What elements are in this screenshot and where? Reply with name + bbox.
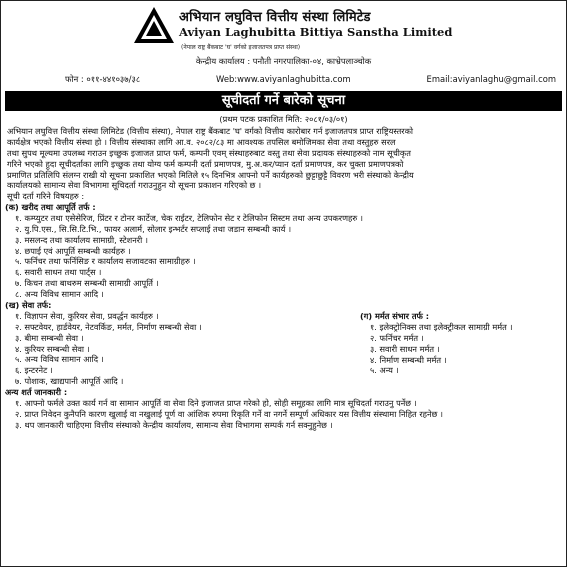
list-item: १. इलेक्ट्रोनिक्स तथा इलेक्ट्रीकल सामाग्री मर्मत । (370, 321, 513, 332)
publication-date: (प्रथम पटक प्रकाशित मिति: २०८१/०३/०१) (219, 114, 348, 124)
list-item: १. कम्प्युटर तथा एसेसेरिज, प्रिंटर र टोनर कार्टेज, चेक राईटर, टेलिफोन सेट र टेलिफोन सिस्टम तथा अन्य उपकरणहरु । (15, 212, 363, 223)
website-link[interactable]: Web:www.aviyanlaghubitta.com (216, 74, 351, 84)
note-item: ३. थप जानकारी चाहिएमा वित्तीय संस्थाको केन्द्रीय कार्यालय, सामान्य सेवा विभागमा सम्पर्क गर्न सक्नुहुनेछ । (15, 419, 333, 430)
intro-line: अभियान लघुवित्त वित्तीय संस्था लिमिटेड (वित्तीय संस्था), नेपाल राष्ट्र बैंकबाट 'घ' वर्गको वित्तीय कारोबार गर्न इजाजतपत्र प्राप्त राष्ट्रियस्तरको (7, 126, 414, 136)
email-link[interactable]: Email:aviyanlaghu@gmail.com (426, 74, 556, 84)
intro-line: कार्यालयको सामान्य सेवा विभागमा सूचिदर्ता गराउनुहुन यो सूचना प्रकाशन गरिएको छ । (7, 180, 262, 191)
section-a-heading: (क) खरीद तथा आपूर्ति तर्फ : (5, 202, 96, 212)
notice-body (5, 125, 562, 431)
intro-paragraph (5, 125, 562, 202)
list-item: २. यु.पि.एस., सि.सि.टि.भि., फायर अलार्म, सोलार इन्भर्टर सप्लाई तथा जडान सम्बन्धी कार्य । (15, 223, 292, 234)
list-item: २. सफ्टवेयर, हार्डवेयर, नेटवर्किङ, मर्मत, निर्माण सम्बन्धी सेवा । (15, 321, 202, 332)
office-address: केन्द्रीय कार्यालय : पनौती नगरपालिका-०४, काभ्रेपलाञ्चोक (195, 56, 372, 66)
org-name-english: Aviyan Laghubitta Bittiya Sanstha Limited (179, 25, 453, 39)
registration-note: (नेपाल राष्ट्र बैंकबाट 'घ' वर्गको इजाजतपत्र प्राप्त संस्था) (181, 44, 301, 51)
section-b-heading: (ख) सेवा तर्फ: (5, 300, 52, 311)
list-item: ३. बीमा सम्बन्धी सेवा । (15, 332, 84, 343)
intro-line: कार्यक्षेत्र भएको वित्तीय संस्था हो । वित्तीय संस्थाका लागि आ.व. २०८२/८३ मा आवश्यक तपसिल बमोजिमका सेवा तथा वस्तुहरु सरल (7, 136, 396, 147)
section-c (360, 300, 562, 387)
intro-line: गरिने भएको हुदा सूचीदर्ताका लागि इच्छुक तथा योग्य फर्म कम्पनी दर्ता प्रमाणपत्र, मु.अ.कर/प्यान दर्ता प्रमाणपत्र, कर चुक्ता प्रमाणपत्रको (7, 158, 404, 169)
list-item: १. विज्ञापन सेवा, कुरियर सेवा, प्रवर्द्धन कार्यहरु । (15, 310, 159, 321)
list-item: २. फर्निचर मर्मत । (370, 332, 424, 343)
org-name-nepali: अभियान लघुवित्त वित्तीय संस्था लिमिटेड (179, 10, 371, 25)
list-item: ५. अन्य विविध सामान आदि । (15, 354, 104, 365)
list-item: ७. किचन तथा बाथरुम सम्बन्धी सामाग्री आपूर्ति । (15, 278, 159, 289)
list-item: ४. निर्माण सम्बन्धी मर्मत । (370, 354, 447, 365)
list-item: ८. अन्य विविध सामान आदि । (15, 289, 104, 300)
subjects-heading: सूची दर्ता गरिने विषयहरु : (7, 191, 85, 202)
sections-b-c (5, 300, 562, 387)
intro-line: तथा सुपथ मूल्यमा उपलब्ध गराउन इच्छुक इजाजत प्राप्त फर्म, कम्पनी एवम् संस्थाहरुबाट वस्तु तथा सेवा प्रदायक संस्थाहरुको नाम सूचीकृत (7, 147, 411, 158)
contact-line (5, 74, 562, 85)
list-item: ६. सवारी साधन तथा पार्ट्स । (15, 267, 102, 278)
list-item: ४. छपाई एवं आपूर्ति सम्बन्धी कार्यहरु । (15, 245, 131, 256)
list-item: ६. इन्टरनेट । (15, 365, 53, 376)
notice-title: सूचीदर्ता गर्ने बारेको सूचना (5, 91, 562, 111)
list-item: ४. कुरियर सम्बन्धी सेवा । (15, 343, 90, 354)
list-item: ५. अन्य । (370, 365, 399, 376)
list-item: ५. फर्निचर तथा फर्निसिङ र कार्यालय सजावटका सामाग्रीहरु । (15, 256, 196, 267)
notes-heading: अन्य शर्त जानकारी : (5, 387, 68, 398)
list-item: ३. सवारी साधन मर्मत । (370, 343, 440, 354)
letterhead (5, 4, 562, 62)
list-item: ७. पोशाक, खाद्यपानी आपूर्ति आदि । (15, 376, 124, 387)
other-conditions (5, 387, 562, 431)
section-b (5, 300, 360, 387)
note-item: १. आफ्नो फर्मले उक्त कार्य गर्न वा सामान आपूर्ति वा सेवा दिने इजाजत प्राप्त गरेको हो, सोही समूहका लागि मात्र सूचिदर्ता गराउनु पर्नेछ । (15, 398, 417, 409)
list-item: ३. मसलन्द तथा कार्यालय सामाग्री, स्टेशनरी । (15, 234, 148, 245)
section-c-heading: (ग) मर्मत संभार तर्फ : (360, 311, 429, 322)
note-item: २. प्राप्त निवेदन कुनैपनि कारण खुलाई वा नखुलाई पूर्ण वा आंशिक रुपमा रिकृति गर्ने वा नगर्ने सम्पूर्ण अधिकार यस वित्तीय संस्थामा निहित रहनेछ । (15, 408, 444, 419)
triangle-mountain-logo-icon (133, 6, 175, 44)
intro-line: प्रमाणित प्रतिलिपि संलग्न राखी यो सूचना प्रकाशित भएको मितिले १५ दिनभित्र आफ्नो पर्ने कार्यहरुको छुट्टाछुट्टै विवरण भरी संस्थाको केन्द्रीय (7, 169, 414, 180)
phone-text: फोन : ०११-४४१०३७/३८ (65, 74, 141, 84)
